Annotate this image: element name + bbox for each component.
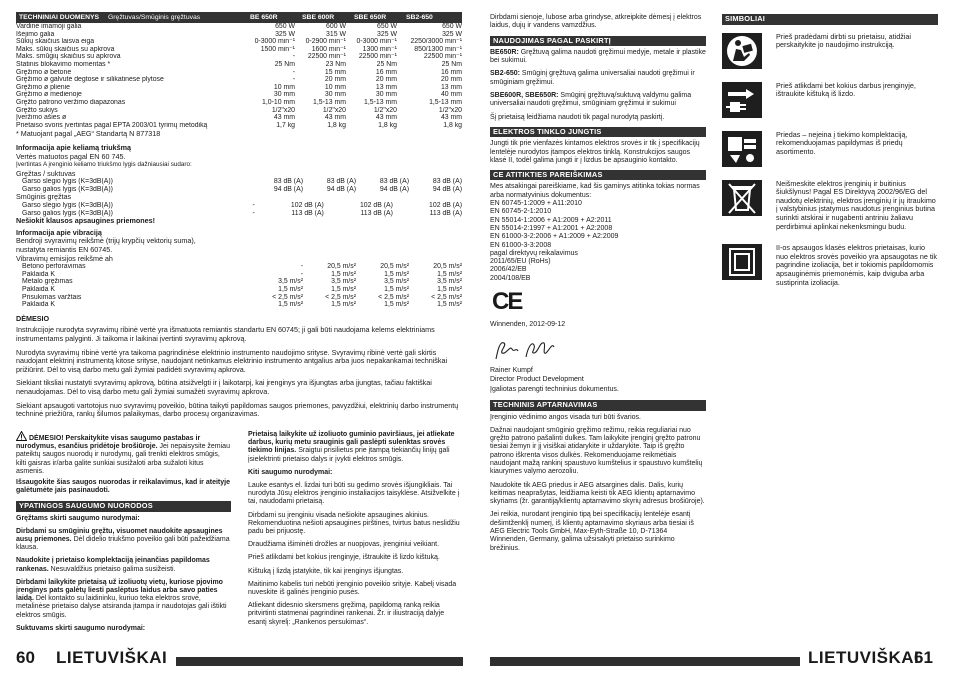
paragraph-bold: Naudokite į prietaiso komplektaciją įeinančias papildomas rankenas. [16,557,210,573]
paragraph [16,557,231,573]
row-label: Betono perforavimas [22,263,86,271]
cell-value: 1,5 m/s² [331,286,356,293]
cell-value: 10 mm [273,83,295,91]
table-row [16,84,462,92]
table-row [16,286,462,294]
cell-value: 113 dB (A) [291,209,324,217]
paragraph [248,469,462,477]
paragraph [490,92,706,109]
weee-bin-icon [722,180,762,216]
paragraph [490,70,706,87]
cell-value: 30 mm [375,91,397,99]
cell-value: 102 dB (A) [429,202,462,210]
ce-line: EN 55014-2:1997 + A1:2001 + A2:2008 [490,224,613,232]
row-label: Gręžimo ø galvutė degtose ir silikatinėse plytose [16,76,164,84]
cell-value: 1,5-13 mm [313,98,346,106]
use-heading: NAUDOJIMAS PAGAL PASKIRTĮ [490,36,706,46]
paragraph [248,568,462,576]
right-footer [490,648,937,668]
attention-heading: DĖMESIO [16,313,50,323]
cell-value: 2250/3000 min⁻¹ [410,38,462,46]
ce-line: EN 61000-3-2:2006 + A1:2009 + A2:2009 [490,233,619,241]
paragraph [490,114,706,122]
cell-value: 15 mm [324,68,346,76]
cell-value: 22500 min⁻¹ [307,53,346,61]
cell-value: 1/2"x20 [322,106,346,114]
model-4: SB2-650 [406,14,433,21]
vibration-line2: nustatyta remiantis EN 60745. [16,245,113,255]
symbol-read-manual [722,33,938,69]
cell-value: - [252,209,255,217]
cell-value: 94 dB (A) [273,185,303,193]
cell-value: - [292,53,295,61]
cell-value: 850/1300 min⁻¹ [414,45,462,53]
cell-value: 43 mm [375,114,397,122]
paragraph-text: Kištuką į lizdą įstatykite, tik kai įrenginys išjungtas. [248,567,404,575]
row-label: Metalo gręžimas [22,278,73,286]
cell-value: < 2,5 m/s² [272,293,303,301]
table-row [16,114,462,122]
ce-line: Mes atsakingai pareiškiame, kad šis gaminys atitinka tokias normas arba normatyvinius dokumentus: [490,183,700,199]
cell-value: 650 W [377,23,397,30]
ce-lines [490,183,706,283]
paragraph: Jei reikia, nurodant įrenginio tipą bei specifikacijų lentelėje esantį dešimtženklį numerį, iš klientų aptarnavimo skyriaus arba tiesiai iš AEG Electric Tools GmbH, Max-Eyth-Straße 10, D-71364 Winnenden, Germany, galima užsisakyti prietaiso surinkimo brėžinius. [490,511,694,552]
row-label: Sūkių skaičius laisva eiga [16,38,95,46]
safety-column-2 [248,431,462,632]
cell-value: 43 mm [324,114,346,122]
cell-value: - [252,202,255,210]
cell-value: 20 mm [440,76,462,84]
paragraph-text: Draudžiama išiminėti drožles ar nuopjovas, įrenginiui veikiant. [248,541,440,549]
table-row [16,46,462,54]
authorized-text: Įgaliotas parengti techninius dokumentus. [490,385,619,393]
cell-value: 40 mm [440,91,462,99]
table-row [16,178,462,186]
ce-line: EN 60745-2-1:2010 [490,208,552,216]
cell-value: 325 W [442,30,462,38]
symbol-text: Neišmeskite elektros įrenginių ir buitinius šiukšlynus! Pagal ES Direktyvą 2002/96/EG del naudotų elektrinių, elektros įrenginių ir jų itraukimo į valstybinius įstatymus naudotus įrenginius butina surinkti atskirai ir nugabenti antriniu žaliavu perdirbimui aplinkai nekenksmingu budu. [776,178,936,231]
cell-value: < 2,5 m/s² [431,293,462,301]
attention-section [16,315,462,419]
noise-line1: Vertės matuotos pagal EN 60 745. [16,151,126,161]
row-label: Gręžimo ø plienie [16,83,70,91]
attention-paragraph: Nurodyta svyravimų ribinė vertė yra taikoma pagrindinėse elektrinio instrumento naudojimo srityse. Svyravimų ribinė vertė gali skirtis naudojant elektrinį instrumentą kitose srityse, naudojant netinkamus elektrinio instrumento antgalius arba juos nepakankamai techniškai prižiūrint. Dėl to visą darbo metu gali žymiai padidėti svyravimų apkrova. [16,347,448,374]
cell-value: 1/2"x20 [438,106,462,114]
cell-value: 1,5 m/s² [437,270,462,278]
cell-value: 0-3000 min⁻¹ [356,38,397,46]
cell-value: 1,5 m/s² [384,301,409,309]
table-row [16,202,462,210]
paragraph-text: Dirbdami su įrenginiu visada nešiokite apsaugines akinius. Rekomenduotina nešioti apsaugines pirštines, tvirtus batus neslidžiu padu bei prijuostę. [248,511,460,536]
table-row [16,61,462,69]
cell-value: 83 dB (A) [273,178,303,186]
cell-value: 23 Nm [325,60,346,68]
row-label: Įveržimo ašies ø [16,114,67,122]
cell-value: 650 W [275,23,295,30]
table-row [16,107,462,115]
cell-value: 315 W [326,30,346,38]
cell-value: 83 dB (A) [432,178,462,186]
footer-bar-left [176,657,463,666]
cell-value: 20,5 m/s² [327,263,356,271]
cell-value: 16 mm [375,68,397,76]
symbol-accessory [722,131,938,167]
paragraph-text: Dėl didelio triukšmo poveikio gali būti pažeidžiama klausa. [16,536,230,552]
cell-value: 113 dB (A) [429,209,462,217]
row-label: Garso galios lygis (K=3dB(A)) [22,209,113,217]
row-label: Išėjimo galia [16,30,55,38]
ce-mark: CE [492,288,522,316]
cell-value: 25 Nm [376,60,397,68]
intro-text: Dirbdami sienoje, lubose arba grindyse, atkreipkite dėmesį į elektros laidus, dujų ir vandens vamzdžius. [490,14,702,30]
cell-value: 43 mm [273,114,295,122]
attention-paragraph: Siekiant tiksliai nustatyti svyravimų apkrovą, būtina atsižvelgti ir į laikotarpį, kai įrenginys yra išjungtas arba įjungtas, tačiau faktiškai nenaudojamas. Dėl to visą darbo metu gali žymiai sumažėti svyravimų apkrova. [16,378,432,396]
paragraph-bold: BE650R: [490,48,519,56]
safety-paragraphs [16,515,231,633]
table-row [16,91,462,99]
mains-heading: ELEKTROS TINKLO JUNGTIS [490,127,706,137]
cell-value: 1,8 kg [443,121,462,129]
paragraph-bold: Dirbdami su smūginiu gręžtu, visuomet naudokite apsaugines ausų priemones. [16,527,223,544]
row-label: Prisukimas varžtais [22,293,82,301]
ce-line: pagal direktyvų reikalavimus [490,249,578,257]
symbol-unplug [722,82,938,118]
cell-value: 1,8 kg [327,121,346,129]
cell-value: 94 dB (A) [379,185,409,193]
warning-triangle-icon [16,431,27,441]
footnote: * Matuojant pagal „AEG“ Standartą N 877318 [16,129,161,139]
ce-line: 2011/65/EU (RoHs) [490,258,551,266]
row-label: Paklaida K [22,270,55,278]
language-label-left: LIETUVIŠKAI [56,648,168,667]
paragraph [248,512,462,537]
attention-paragraph: Instrukcijoje nurodyta svyravimų ribinė vertė yra išmatuota remiantis standartu EN 60745; ji gali būti naudojama kelems elektriniams instrumentams palyginti. Ji taikoma ir laikinai įvertinti svyravimų apkrovą. [16,325,435,343]
ce-line: 2004/108/EB [490,274,531,282]
noise-line2: Įvertintas A įrenginio keliamo triukšmo lygis dažniausiai sudaro: [16,161,192,169]
noise-table-drill [16,178,462,193]
cell-value: 30 mm [324,91,346,99]
cell-value: 16 mm [440,68,462,76]
cell-value: - [300,270,303,278]
cell-value: 1,8 kg [378,121,397,129]
cell-value: - [292,68,295,76]
page-number-left: 60 [16,648,35,667]
row-label: Maks. smūgių skaičius su apkrova [16,53,121,61]
table-row [16,76,462,84]
row-label: Paklaida K [22,286,55,293]
row-label: Gręžimo ø medienoje [16,91,82,99]
paragraph [16,625,231,633]
cell-value: 1,5-13 mm [429,98,462,106]
paragraph-text: Nesuvaldžius prietaiso galima susižeisti. [48,565,176,573]
cell-value: 102 dB (A) [290,202,324,210]
cell-value: 113 dB (A) [360,209,393,217]
signer-name: Rainer Kumpf [490,367,533,375]
cell-value: 1,5 m/s² [437,286,462,293]
paragraph [248,541,462,549]
table-row [16,301,462,309]
paragraph-text: Gręžtuvą galima naudoti gręžimui medyje, metale ir plastike bei sukimui. [490,48,706,65]
cell-value: 3,5 m/s² [278,278,303,286]
paragraph [248,581,462,597]
vibration-line3: Vibravimų emisijos reikšmė ah [16,253,113,263]
cell-value: 1,5 m/s² [278,286,303,293]
row-label: Garso slėgio lygis (K=3dB(A)) [22,202,113,210]
table-row [16,186,462,194]
paragraph [248,602,462,627]
cell-value: 20 mm [324,76,346,84]
ce-heading: CE ATITIKTIES PAREIŠKIMAS [490,170,706,180]
paragraph: Įrenginio vėdinimo angos visada turi būti švarios. [490,413,641,421]
table-row [16,263,462,271]
table-row [16,31,462,39]
maintenance-heading: TECHNINIS APTARNAVIMAS [490,400,706,410]
paragraph-bold: Kiti saugumo nurodymai: [248,468,333,476]
cell-value: 94 dB (A) [326,185,356,193]
paragraph [248,554,462,562]
row-label: Garso slėgio lygis (K=3dB(A)) [22,178,113,186]
cell-value: 1/2"x20 [271,106,295,114]
paragraph [248,431,462,464]
signer-title: Director Product Development [490,375,584,383]
cell-value: 83 dB (A) [379,178,409,186]
cell-value: - [300,263,303,271]
row-label: Vardinė imamoji galia [16,23,82,30]
cell-value: 22500 min⁻¹ [423,53,462,61]
ce-line: EN 55014-1:2006 + A1:2009 + A2:2011 [490,216,612,224]
paragraph-text: Sraigtui prisilietus prie įtampą tiekiančių linijų gali įsielektrinti prietaiso dalys ir įvykti elektros smūgis. [248,447,450,463]
cell-value: 20 mm [375,76,397,84]
table-row [16,53,462,61]
row-label: Gręžto patrono veržimo diapazonas [16,98,126,106]
footer-bar-right [490,657,800,666]
paragraph-bold: Dirbdami laikykite prietaisą už izoliuotų vietų, kuriose pjovimo įrenginys pats galėtų liesti paslėptus laidus arba savo paties laidą. [16,578,223,603]
table-row [16,38,462,46]
cell-value: 94 dB (A) [432,185,462,193]
symbols-heading: SIMBOLIAI [722,14,938,25]
cell-value: 3,5 m/s² [437,278,462,286]
paragraph-bold: SB2-650: [490,70,520,78]
maintenance-paragraphs [490,414,706,553]
noise-sub2: Smūginis gręžtas [16,192,72,202]
symbol-text: Priedas – nejeina į tiekimo komplektaciją, rekomenduojamas papildymas iš priedų asortimento. [776,129,908,156]
cell-value: 1/2"x20 [373,106,397,114]
symbol-weee [722,180,938,232]
spec-section [16,12,462,424]
cell-value: 1,0-10 mm [262,98,295,106]
noise-table-impact [16,202,462,217]
warning-text: Jei nepaisysite žemiau pateiktų saugos nuorodų ir nurodymų, gali trenkti elektros smūgis, kilti gaisras ir/arba galite sunkiai susižaloti arba sužaloti kitus asmenis. [16,443,230,475]
cell-value: 13 mm [375,83,397,91]
row-label: Gręžto sukiys [16,106,58,114]
row-label: Prietaiso svoris įvertintas pagal EPTA 2003/01 tyrimų metodiką [16,121,208,129]
vibration-heading: Informacija apie vibraciją [16,227,102,237]
paragraph: Dažnai naudojant smūginio gręžimo režimu, reikia reguliariai nuo gręžto patrono pašalinti dulkes. Tam laikykite įrenginį gręžto patronu tiesiai žemyn ir jį visiškai atidarykite ir uždarykite. Taip iš gręžto patrono iškrenta visos dulkės. Rekomenduojame reikmėtiais naudojant mažą rankinį spaustuvo kumštelius ir spaustuvo kumštelių kiaurymes valymo aerozoliu. [490,426,703,476]
vibration-section [16,229,462,309]
noise-section [16,144,462,226]
symbol-text: Prieš pradėdami dirbti su prietaisu, atidžiai perskaitykite jo naudojimo instrukciją. [776,31,912,50]
class-two-icon [722,244,762,280]
cell-value: 1,5 m/s² [331,301,356,309]
cell-value: 325 W [275,30,295,38]
cell-value: 0-2900 min⁻¹ [305,38,346,46]
left-footer [16,648,463,668]
right-column-2 [722,14,938,300]
row-label: Statinis blokavimo momentas * [16,60,111,68]
paragraph-bold: Prietaisą laikykite už izoliuoto guminio paviršiaus, jei atliekate darbus, kurių metu srauginis gali paslėpti sulenktas srovės tiekimo linijas. [248,431,455,455]
col2-paragraphs [248,431,462,627]
model-3: SBE 650R [354,14,387,21]
paragraph-text: Dėl kontakto su laidininku, kuriuo teka elektros srovė, metalinėse prietaiso dalyse atsiranda įtampa ir naudotojas gali ištikti elektros smūgis. [16,595,227,619]
hearing-warning: Nešiokit klausos apsaugines priemones! [16,216,156,226]
cell-value: 1,5 m/s² [384,270,409,278]
cell-value: 22500 min⁻¹ [358,53,397,61]
read-manual-icon [722,33,762,69]
table-row [16,122,462,130]
cell-value: 0-3000 min⁻¹ [254,38,295,46]
spec-title: TECHNINIAI DUOMENYS [19,14,100,21]
mains-text: Jungti tik prie vienfazės kintamos elektros srovės ir tik į specifikacijų lentelėje nurodytos įtampos elektros tinklą. Konstrukcijos saugos klasė II, todėl galima jungti ir į lizdus be apsauginio kontakto. [490,140,700,164]
cell-value: 1500 min⁻¹ [260,45,295,53]
noise-sub1: Gręžtas / suktuvas [16,168,76,178]
attention-paragraph: Siekiant apsaugoti vartotojus nuo svyravimų poveikio, būtina taikyti papildomas saugos priemones, pavyzdžiui, elektrinių darbo instrumentų techninė priežiūra, rankų šilumos palaikymas, darbo procesų organizavimas. [16,400,459,419]
table-row [16,271,462,279]
spec-subtitle: Gręžtuvas/Smūginis gręžtuvas [108,14,201,21]
row-label: Garso galios lygis (K=3dB(A)) [22,185,113,193]
symbol-class-two [722,244,938,287]
cell-value: 600 W [326,23,346,30]
paragraph [16,515,231,523]
symbol-text: II-os apsaugos klasės elektros prietaisas, kurio nuo elektros srovės poveikio yra apsaugotas ne tik pagrindine izoliacija, bet ir tokiomis papildomomis apsauginėmis priemonėmis, kaip dviguba arba sustiprinta izoliacija. [776,243,938,287]
cell-value: 25 Nm [441,60,462,68]
cell-value: 20,5 m/s² [380,263,409,271]
warning-keep: Išsaugokite šias saugos nuorodas ir reikalavimus, kad ir ateityje galėtumėte jais pasinaudoti. [16,479,230,495]
unplug-icon [722,82,762,118]
cell-value: 10 mm [324,83,346,91]
cell-value: 1,5-13 mm [364,98,397,106]
ce-line: 2006/42/EB [490,266,527,274]
noise-heading: Informacija apie keliamą triukšmą [16,142,132,152]
model-1: BE 650R [250,14,278,21]
language-label-right: LIETUVIŠKAI [808,648,920,667]
table-row [16,23,462,31]
table-row [16,99,462,107]
paragraph-text: Smūginį gręžtuvą galima universaliai naudoti gręžimui ir smūginiam gręžimui. [490,70,695,86]
cell-value: 43 mm [440,114,462,122]
page-number-right: 61 [914,648,933,667]
cell-value: < 2,5 m/s² [378,293,409,301]
paragraph-text: Šį prietaisą leidžiama naudoti tik pagal nurodytą paskirtį. [490,113,665,121]
paragraph-bold: Gręžtams skirti saugumo nurodymai: [16,514,140,522]
paragraph-bold: SBE600R, SBE650R: [490,92,559,100]
vibration-line1: Bendroji svyravimų reikšmė (trijų krypčių vektorių suma), [16,236,196,246]
ce-line: EN 60745-1:2009 + A11:2010 [490,200,582,208]
cell-value: 102 dB (A) [359,202,393,210]
right-column-1 [490,14,706,558]
cell-value: 13 mm [440,83,462,91]
paragraph: Naudokite tik AEG priedus ir AEG atsargines dalis. Dalis, kurių keitimas neaprašytas, leidžiama keisti tik AEG klientų aptarnavimo skyriams (žr. garantiją/klientų aptarnavimo skyrių adresus brošiūroje). [490,481,705,506]
cell-value: 25 Nm [274,60,295,68]
accessory-icon [722,131,762,167]
paragraph [248,482,462,507]
cell-value: 3,5 m/s² [384,278,409,286]
signature-icon [492,337,572,363]
paragraph-text: Smūginį gręžtuvą/suktuvą valdymu galima universaliai naudoti gręžimui, smūginiam gręžimui ir sukimui [490,92,692,108]
spec-table-header [16,12,462,23]
cell-value: 20,5 m/s² [433,263,462,271]
row-label: Gręžimo ø betone [16,68,72,76]
row-label: Paklaida K [22,301,55,309]
cell-value: 325 W [377,30,397,38]
paragraph [16,528,231,553]
safety-heading: YPATINGOS SAUGUMO NUORODOS [16,501,231,511]
cell-value: < 2,5 m/s² [325,293,356,301]
paragraph [16,579,231,620]
table-row [16,294,462,302]
paragraph-text: Atliekant didesnio skersmens gręžimą, papildomą ranką reikia pritvirtinti statmenai pagrindinei rankenai. Žr. ir iliustraciją dalyje esantį skyrelį: „Rankenos persukimas“. [248,602,445,626]
cell-value: 1,7 kg [276,121,295,129]
row-label: Maks. sūkių skaičius su apkrova [16,45,115,53]
table-row [16,278,462,286]
cell-value: 30 mm [273,91,295,99]
paragraph [490,49,706,66]
paragraph-bold: Suktuvams skirti saugumo nurodymai: [16,624,146,632]
paragraph-text: Prieš atlikdami bet kokius įrenginyje, ištraukite iš lizdo kištuką. [248,554,440,562]
symbol-text: Prieš atlikdami bet kokius darbus įrenginyje, ištraukite kištuką iš lizdo. [776,80,916,99]
safety-column-1 [16,431,231,638]
cell-value: 3,5 m/s² [331,278,356,286]
vibration-table [16,263,462,309]
table-row [16,69,462,77]
cell-value: 1600 min⁻¹ [311,45,346,53]
paragraph-text: Maitinimo kabelis turi nebūti įrenginio poveikio srityje. Kabelį visada nuveskite iš galinės įrenginio pusės. [248,580,457,597]
cell-value: 1,5 m/s² [278,301,303,309]
ce-line: EN 61000-3-3:2008 [490,241,552,249]
cell-value: 1,5 m/s² [384,286,409,293]
cell-value: - [292,76,295,84]
paragraph-text: Lauke esantys el. lizdai turi būti su gedimo srovės išjungikliais. Tai nurodyta Jūsų elektros įrenginio instaliacijos taisyklėse. Atsižvelkite į tai, naudodami prietaisą. [248,482,460,506]
cell-value: 1,5 m/s² [437,301,462,309]
model-2: SBE 600R [302,14,335,21]
use-items [490,49,706,122]
place-date: Winnenden, 2012-09-12 [490,321,566,329]
spec-table [16,23,462,129]
cell-value: 650 W [442,23,462,30]
cell-value: 1300 min⁻¹ [362,45,397,53]
cell-value: 83 dB (A) [326,178,356,186]
cell-value: 1,5 m/s² [331,270,356,278]
warning-bold: DĖMESIO! Perskaitykite visas saugumo pastabas ir nurodymus, esančius pridėtoje brošiūroje. [16,435,201,451]
